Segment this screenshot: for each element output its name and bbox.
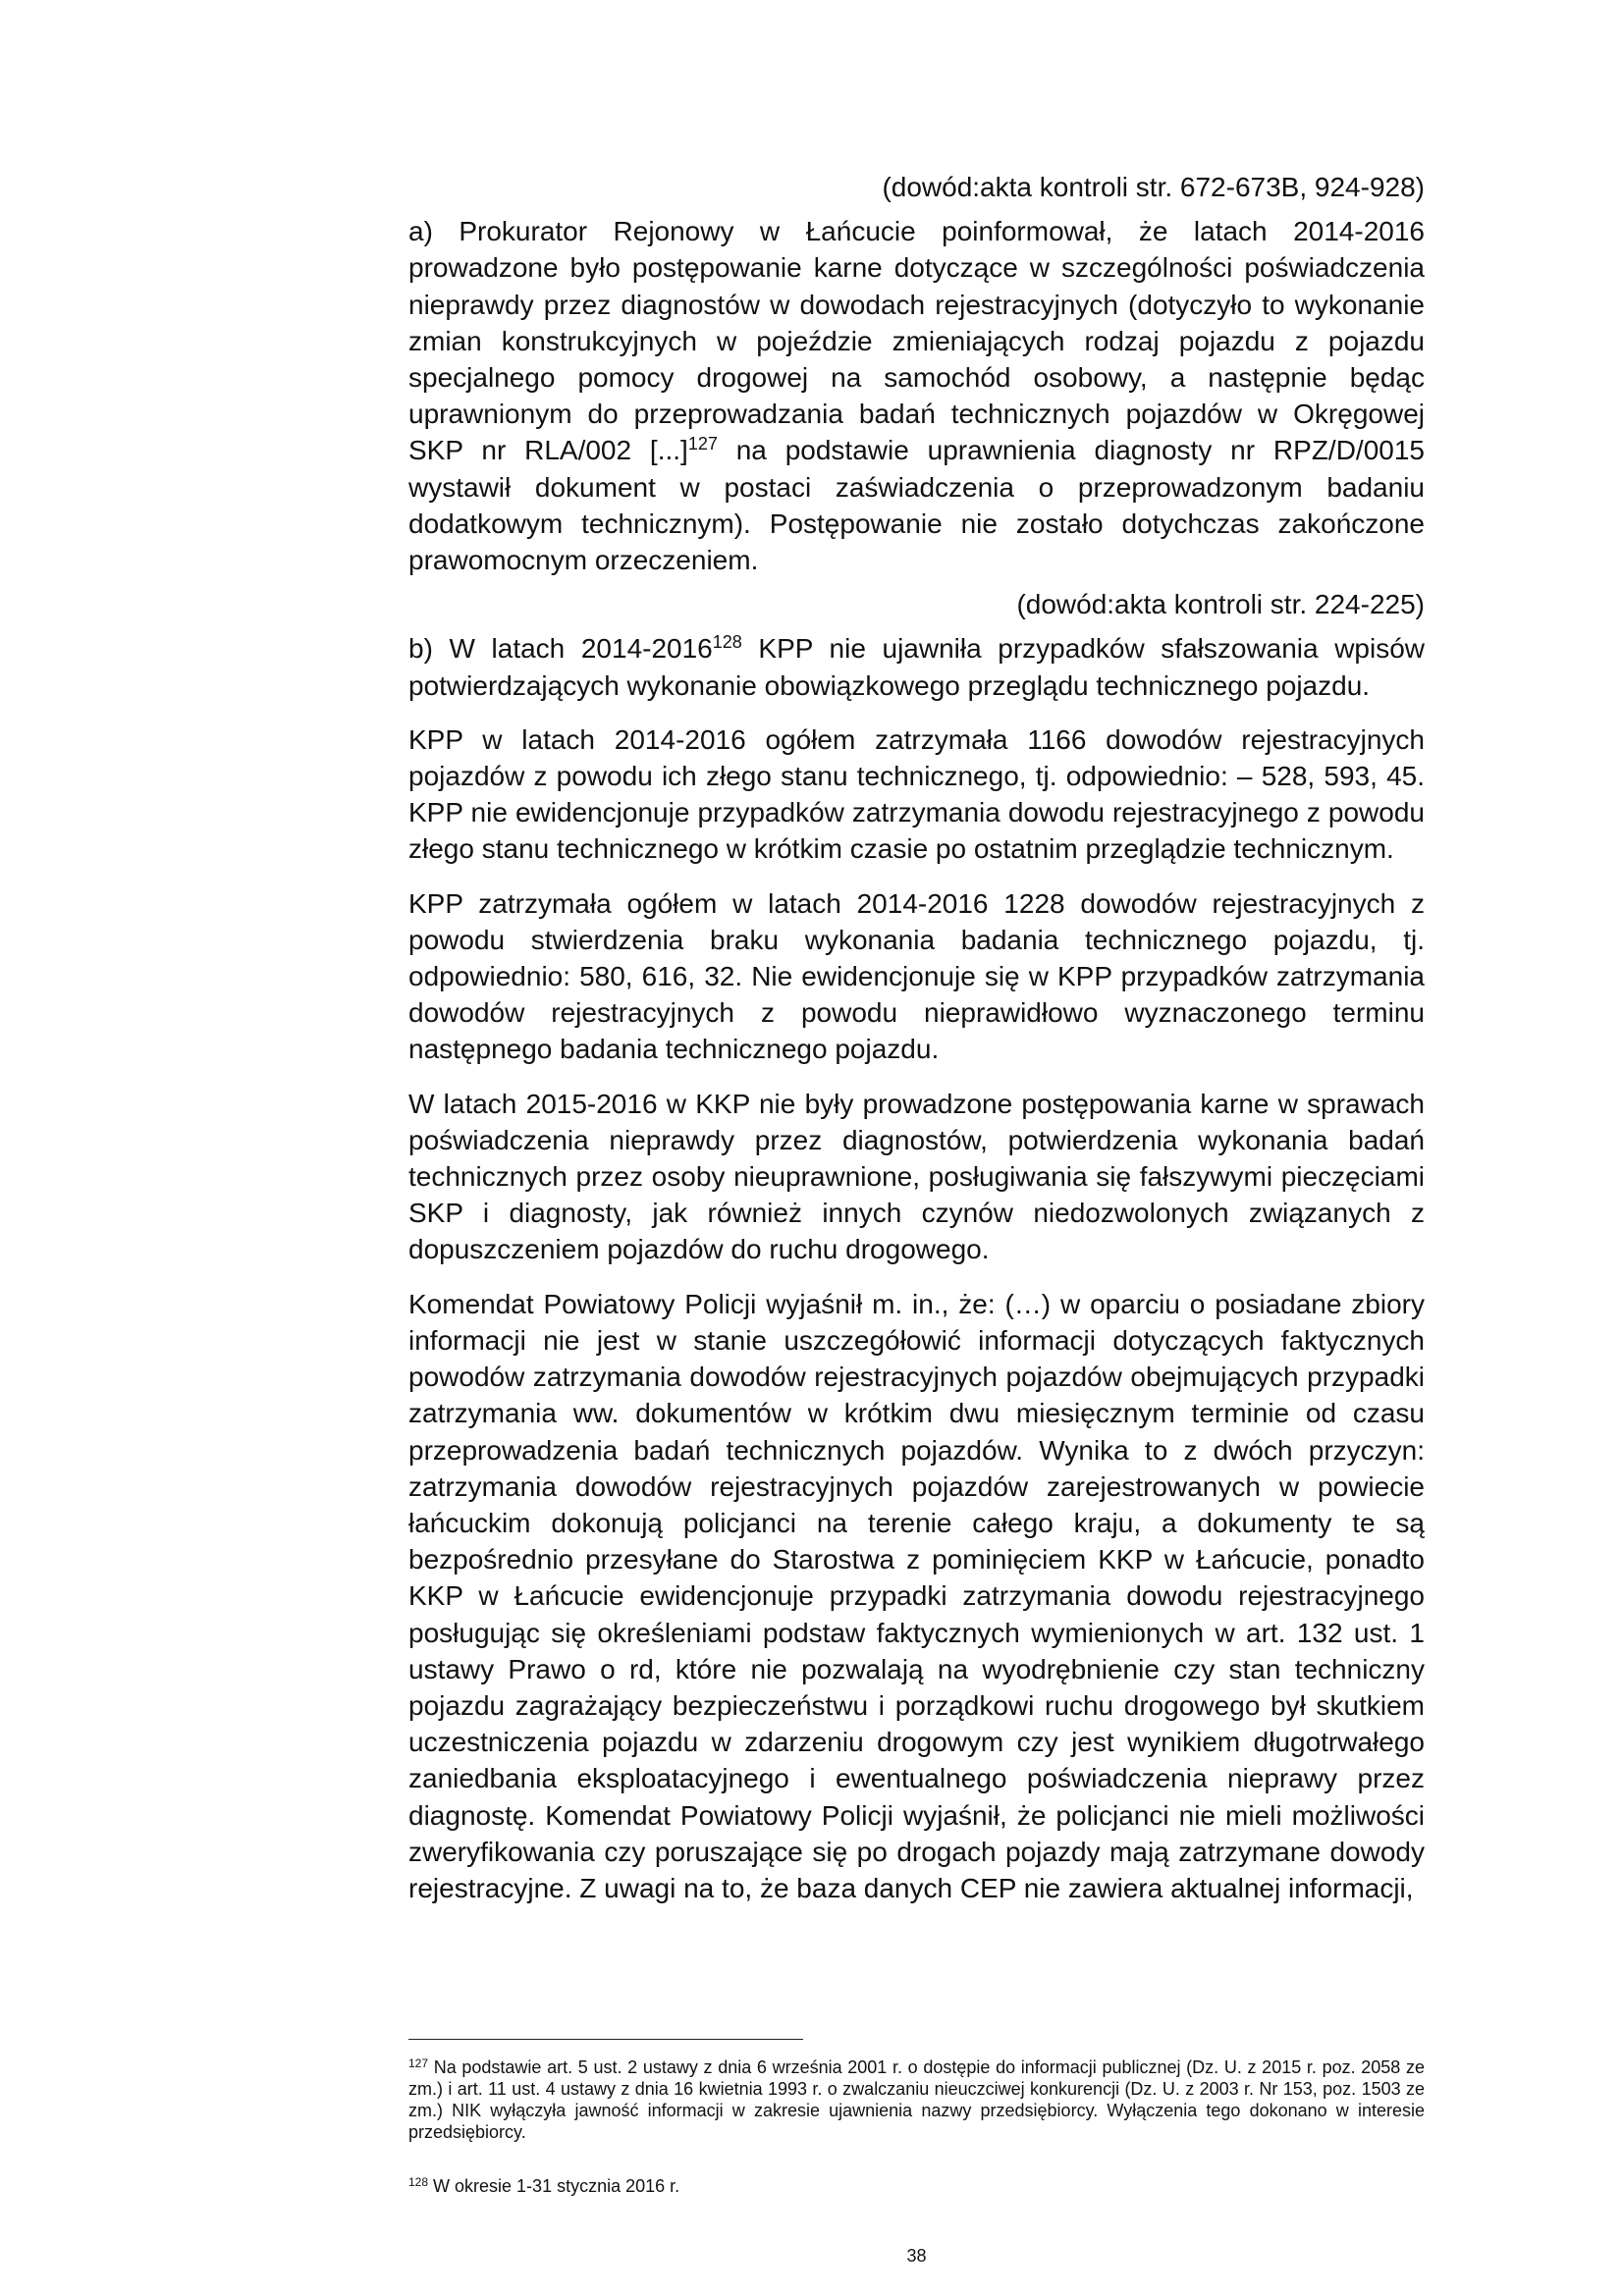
page-footnote	[408, 2175, 1425, 2197]
paragraph: W latach 2015-2016 w KKP nie były prowadzone postępowania karne w sprawach poświadczenia nieprawdy przez diagnostów, potwierdzenia wykonania badań technicznych przez osoby nieuprawnione, posługiwania się fałszywymi pieczęciami SKP i diagnosty, jak również innych czynów niedozwolonych związanych z dopuszczeniem pojazdów do ruchu drogowego.	[408, 1088, 1425, 1265]
paragraph: KPP zatrzymała ogółem w latach 2014-2016 1228 dowodów rejestracyjnych z powodu stwierdzenia braku wykonania badania technicznego pojazdu, tj. odpowiednio: 580, 616, 32. Nie ewidencjonuje się w KPP przypadków zatrzymania dowodów rejestracyjnych z powodu nieprawidłowo wyznaczonego terminu następnego badania technicznego pojazdu.	[408, 887, 1425, 1065]
page-number: 38	[906, 2246, 927, 2266]
footnote-text: W okresie 1-31 stycznia 2016 r.	[428, 2176, 680, 2196]
footnote-text: Na podstawie art. 5 ust. 2 ustawy z dnia 6 września 2001 r. o dostępie do informacji publicznej (Dz. U. z 2015 r. poz. 2058 ze zm.) i art. 11 ust. 4 ustawy z dnia 16 kwietnia 1993 r. o zwalczaniu nieuczciwej konkurencji (Dz. U. z 2003 r. Nr 153, poz. 1503 ze zm.) NIK wyłączyła jawność informacji w zakresie ujawnienia nazwy przedsiębiorcy. Wyłączenia tego dokonano w interesie przedsiębiorcy.	[408, 2057, 1425, 2142]
paragraph-a-text-2: na podstawie uprawnienia diagnosty nr RPZ/D/0015 wystawił dokument w postaci zaświadczenia o przeprowadzonym badaniu dodatkowym technicznym). Postępowanie nie zostało dotychczas zakończone prawomocnym orzeczeniem.	[408, 435, 1425, 576]
footnote-separator	[408, 2039, 803, 2040]
footnote-ref-128[interactable]: 128	[712, 632, 742, 653]
footnote-number: 128	[408, 2175, 429, 2189]
paragraph-a-text-1: a) Prokurator Rejonowy w Łańcucie poinformował, że latach 2014-2016 prowadzone było postępowanie karne dotyczące w szczególności poświadczenia nieprawdy przez diagnostów w dowodach rejestracyjnych (dotyczyło to wykonanie zmian konstrukcyjnych w pojeździe zmieniających rodzaj pojazdu z pojazdu specjalnego pomocy drogowej na samochód osobowy, a następnie będąc uprawnionym do przeprowadzania badań technicznych pojazdów w Okręgowej SKP nr RLA/002 [...]	[408, 216, 1425, 466]
page-body	[408, 169, 1425, 1906]
page-footnote	[408, 2056, 1425, 2143]
paragraph-a	[408, 213, 1425, 578]
paragraph: Komendat Powiatowy Policji wyjaśnił m. in., że: (…) w oparciu o posiadane zbiory informacji nie jest w stanie uszczegółowić informacji dotyczących faktycznych powodów zatrzymania dowodów rejestracyjnych pojazdów obejmujących przypadki zatrzymania ww. dokumentów w krótkim dwu miesięcznym terminie od czasu przeprowadzenia badań technicznych pojazdów. Wynika to z dwóch przyczyn: zatrzymania dowodów rejestracyjnych pojazdów zarejestrowanych w powiecie łańcuckim dokonują policjanci na terenie całego kraju, a dokumenty te są bezpośrednio przesyłane do Starostwa z pominięciem KKP w Łańcucie, ponadto KKP w Łańcucie ewidencjonuje przypadki zatrzymania dowodu rejestracyjnego posługując się określeniami podstaw faktycznych wymienionych w art. 132 ust. 1 ustawy Prawo o rd, które nie pozwalają na wyodrębnienie czy stan techniczny pojazdu zagrażający bezpieczeństwu i porządkowi ruchu drogowego był skutkiem uczestniczenia pojazdu w zdarzeniu drogowym czy jest wynikiem długotrwałego zaniedbania eksploatacyjnego i ewentualnego poświadczenia nieprawy przez diagnostę. Komendat Powiatowy Policji wyjaśnił, że policjanci nie mieli możliwości zweryfikowania czy poruszające się po drogach pojazdy mają zatrzymane dowody rejestracyjne. Z uwagi na to, że baza danych CEP nie zawiera aktualnej informacji,	[408, 1288, 1425, 1903]
paragraph-b-text-1: b) W latach 2014-2016	[408, 633, 713, 665]
paragraph-b-text-2: KPP nie ujawniła przypadków sfałszowania wpisów potwierdzających wykonanie obowiązkowego przeglądu technicznego pojazdu.	[408, 633, 1426, 701]
evidence-reference: (dowód:akta kontroli str. 672-673B, 924-928)	[882, 172, 1425, 202]
paragraph: KPP w latach 2014-2016 ogółem zatrzymała 1166 dowodów rejestracyjnych pojazdów z powodu ich złego stanu technicznego, tj. odpowiednio: – 528, 593, 45. KPP nie ewidencjonuje przypadków zatrzymania dowodu rejestracyjnego z powodu złego stanu technicznego w krótkim czasie po ostatnim przeglądzie technicznym.	[408, 723, 1425, 865]
footnote-ref-127[interactable]: 127	[687, 434, 718, 454]
footnote-number: 127	[408, 2056, 429, 2070]
paragraph-b	[408, 630, 1425, 703]
evidence-reference: (dowód:akta kontroli str. 224-225)	[1016, 589, 1425, 620]
